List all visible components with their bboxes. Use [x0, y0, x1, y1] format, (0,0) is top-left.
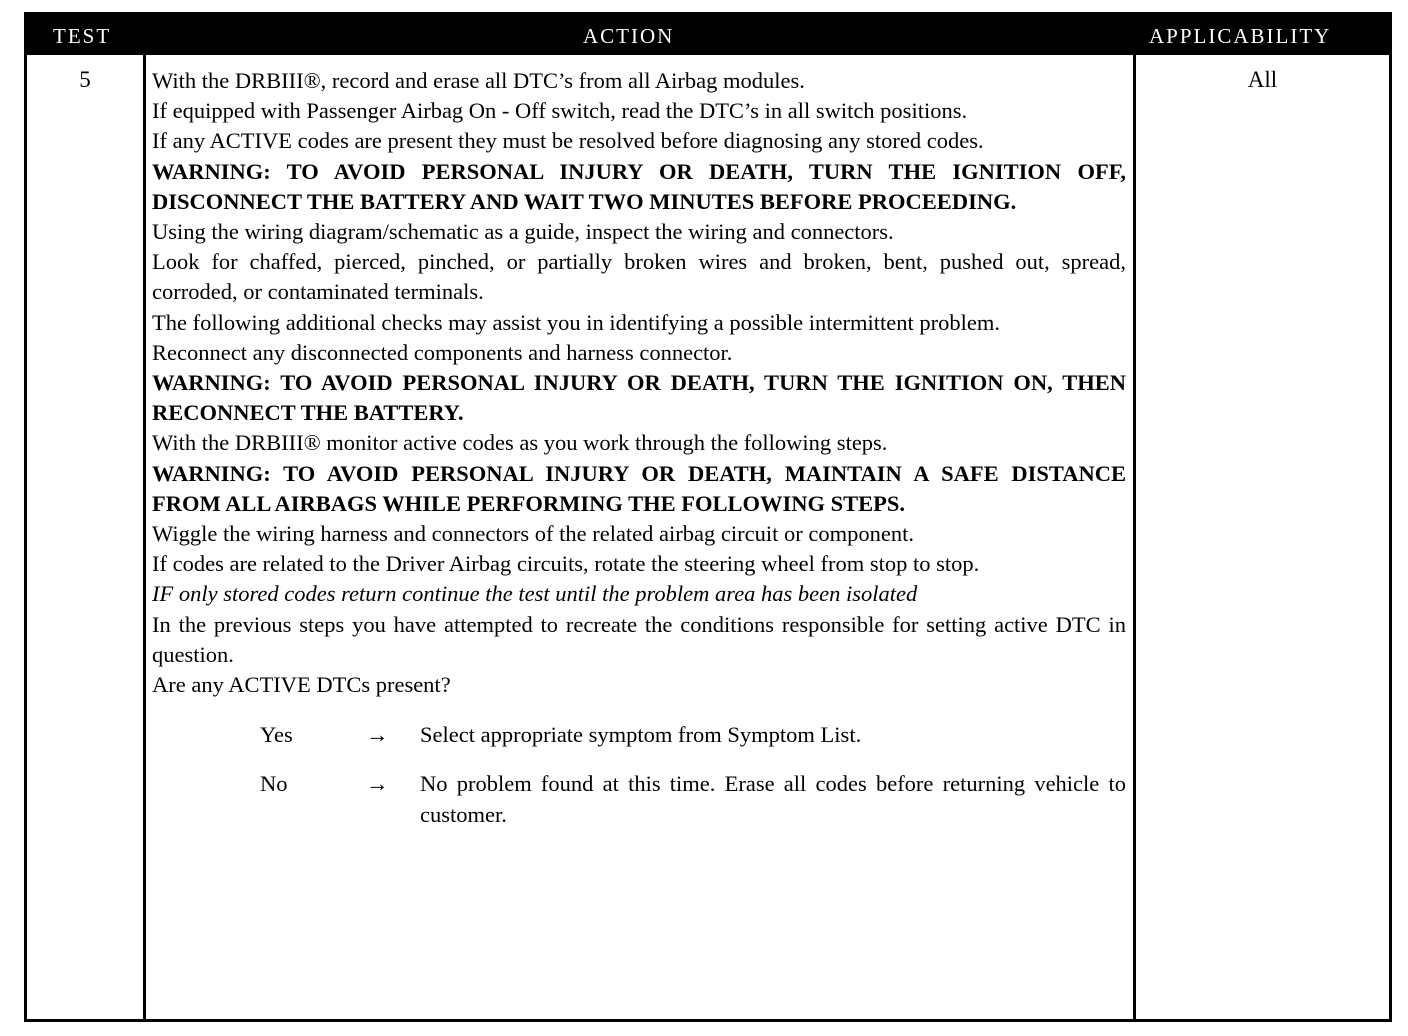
warning-text: WARNING: TO AVOID PERSONAL INJURY OR DEATH, TURN THE IGNITION OFF, DISCONNECT THE BATTERY AND WAIT TWO MINUTES BEFORE PROCEEDING.	[152, 158, 1126, 214]
action-cell	[152, 66, 1126, 849]
action-step: The following additional checks may assist you in identifying a possible intermittent problem.	[152, 309, 1000, 335]
choice-result: Select appropriate symptom from Symptom List.	[420, 722, 862, 748]
diagnostic-table	[24, 12, 1392, 1022]
action-step: IF only stored codes return continue the test until the problem area has been isolated	[152, 581, 918, 607]
action-step: With the DRBIII® monitor active codes as you work through the following steps.	[152, 430, 888, 456]
arrow-right-icon: →	[366, 722, 389, 748]
choice-no	[152, 769, 1126, 829]
action-step: Using the wiring diagram/schematic as a guide, inspect the wiring and connectors.	[152, 219, 894, 245]
action-step: In the previous steps you have attempted to recreate the conditions responsible for setting active DTC in question.	[152, 611, 1126, 667]
column-divider	[1133, 55, 1136, 1019]
action-step: If codes are related to the Driver Airbag circuits, rotate the steering wheel from stop to stop.	[152, 551, 980, 577]
action-step: Reconnect any disconnected components and harness connector.	[152, 339, 733, 365]
warning-text: WARNING: TO AVOID PERSONAL INJURY OR DEATH, TURN THE IGNITION ON, THEN RECONNECT THE BATTERY.	[152, 370, 1126, 426]
column-divider	[143, 55, 146, 1019]
action-step: Look for chaffed, pierced, pinched, or partially broken wires and broken, bent, pushed out, spread, corroded, or contaminated terminals.	[152, 249, 1126, 305]
warning-text: WARNING: TO AVOID PERSONAL INJURY OR DEATH, MAINTAIN A SAFE DISTANCE FROM ALL AIRBAGS WHILE PERFORMING THE FOLLOWING STEPS.	[152, 460, 1126, 516]
applicability-value: All	[1247, 67, 1278, 92]
action-step: With the DRBIII®, record and erase all DTC’s from all Airbag modules.	[152, 68, 805, 93]
action-step: If any ACTIVE codes are present they must be resolved before diagnosing any stored codes.	[152, 128, 984, 154]
test-number: 5	[79, 67, 91, 92]
action-step: Wiggle the wiring harness and connectors of the related airbag circuit or component.	[152, 521, 914, 547]
choice-label: Yes	[260, 722, 293, 748]
choice-label: No	[260, 771, 288, 797]
action-step: If equipped with Passenger Airbag On - Off switch, read the DTC’s in all switch positions.	[152, 98, 968, 124]
choice-yes	[152, 720, 1126, 750]
answer-choices	[152, 720, 1126, 830]
header-action: ACTION	[583, 24, 675, 48]
action-step: Are any ACTIVE DTCs present?	[152, 672, 451, 698]
header-applicability: APPLICABILITY	[1149, 24, 1332, 48]
choice-result: No problem found at this time. Erase all codes before returning vehicle to customer.	[420, 771, 1126, 827]
header-test: TEST	[53, 24, 112, 48]
action-paragraphs	[152, 66, 1126, 700]
table-header	[27, 15, 1389, 55]
arrow-right-icon: →	[366, 771, 389, 797]
